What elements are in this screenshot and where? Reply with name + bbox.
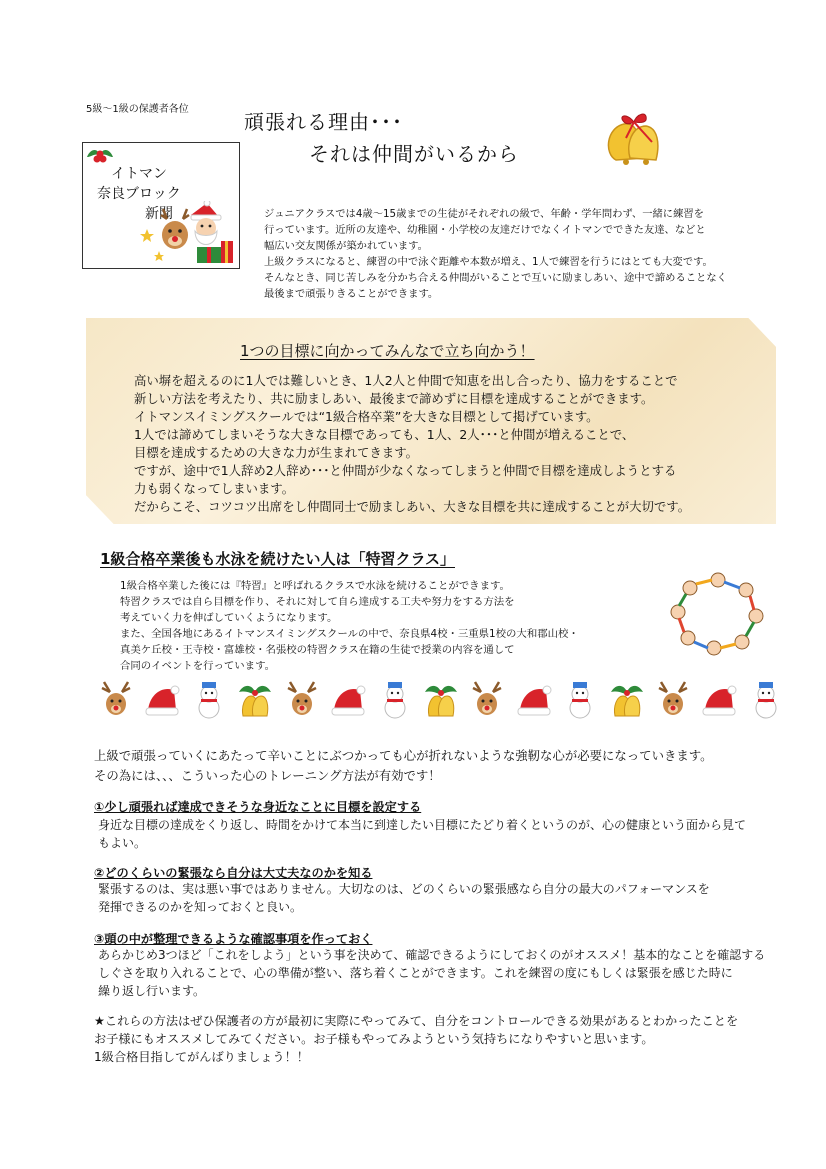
special-class-heading: 1級合格卒業後も水泳を続けたい人は「特習クラス」 bbox=[100, 550, 455, 568]
tip-2-heading: ②どのくらいの緊張なら自分は大丈夫なのかを知る bbox=[94, 866, 373, 880]
main-intro-line: その為には、、、こういった心のトレーニング方法が有効です！ bbox=[94, 768, 441, 783]
intro-line: 最後まで頑張りきることができます。 bbox=[264, 288, 439, 300]
headline-line-1: 頑張れる理由･･･ bbox=[244, 110, 403, 134]
goal-line: 新しい方法を考えたり、共に励ましあい、最後まで諦めずに目標を達成することができます。 bbox=[134, 391, 654, 406]
tip-line: 繰り返し行います。 bbox=[98, 984, 206, 998]
reindeer-icon bbox=[653, 680, 693, 720]
closing-line: ★これらの方法はぜひ保護者の方が最初に実際にやってみて、自分をコントロールできる効果があるとわかったことを bbox=[94, 1014, 739, 1028]
goal-line: 力も弱くなってしまいます。 bbox=[134, 481, 295, 496]
tip-line: もよい。 bbox=[98, 836, 147, 850]
reindeer-icon bbox=[467, 680, 507, 720]
special-line: 考えていく力を伸ばしていくようになります。 bbox=[120, 612, 338, 624]
intro-paragraph bbox=[264, 206, 784, 302]
tip-line: あらかじめ3つほど「これをしよう」という事を決めて、確認できるようにしておくのがオススメ！基本的なことを確認する bbox=[98, 948, 766, 962]
goal-line: イトマンスイミングスクールでは“1級合格卒業”を大きな目標として掲げています。 bbox=[134, 409, 599, 424]
children-ring-illustration bbox=[668, 572, 768, 656]
tip-2-body bbox=[98, 880, 710, 916]
snowman-icon bbox=[746, 680, 786, 720]
tip-line: 発揮できるのかを知っておくと良い。 bbox=[98, 900, 303, 914]
logo-line-3: 新聞 bbox=[145, 206, 173, 222]
special-line: 特習クラスでは自ら目標を作り、それに対して自ら達成する工夫や努力をする方法を bbox=[120, 596, 515, 608]
special-line: また、全国各地にあるイトマンスイミングスクールの中で、奈良県4校・三重県1校の大和郡山校・ bbox=[120, 628, 579, 640]
special-line: 合同のイベントを行っています。 bbox=[120, 660, 276, 672]
santa-reindeer-illustration bbox=[139, 201, 235, 267]
reindeer-icon bbox=[96, 680, 136, 720]
closing-paragraph bbox=[94, 1012, 738, 1066]
santa-hat-icon bbox=[142, 680, 182, 720]
tip-1-body bbox=[98, 816, 746, 852]
newsletter-logo bbox=[82, 142, 240, 269]
mental-training-intro bbox=[94, 746, 713, 786]
special-class-body bbox=[120, 578, 600, 674]
tip-1-heading: ①少し頑張れば達成できそうな身近なことに目標を設定する bbox=[94, 800, 422, 814]
goal-line: ですが、途中で1人辞め2人辞め･･･と仲間が少なくなってしまうと仲間で目標を達成しようとする bbox=[134, 463, 677, 478]
closing-line: 1級合格目指してがんばりましょう！！ bbox=[94, 1050, 309, 1064]
tip-line: 緊張するのは、実は悪い事ではありません。大切なのは、どのくらいの緊張感なら自分の最大のパフォーマンスを bbox=[98, 882, 710, 896]
goal-line: だからこそ、コツコツ出席をし仲間同士で励ましあい、大きな目標を共に達成することが大切です。 bbox=[134, 499, 691, 514]
logo-line-1: イトマン bbox=[111, 166, 167, 182]
reindeer-icon bbox=[282, 680, 322, 720]
logo-line-2: 奈良ブロック bbox=[97, 186, 181, 202]
tip-line: しぐさを取り入れることで、心の準備が整い、落ち着くことができます。これを練習の度にもしくは緊張を感じた時に bbox=[98, 966, 733, 980]
closing-line: お子様にもオススメしてみてください。お子様もやってみようという気持ちになりやすいと思います。 bbox=[94, 1032, 654, 1046]
goal-line: 1人では諦めてしまいそうな大きな目標であっても、1人、2人･･･と仲間が増えることで、 bbox=[134, 427, 635, 442]
bells-icon bbox=[607, 680, 647, 720]
headline-line-2: それは仲間がいるから bbox=[309, 142, 519, 166]
special-line: 1級合格卒業した後には『特習』と呼ばれるクラスで水泳を続けることができます。 bbox=[120, 580, 510, 592]
santa-hat-icon bbox=[699, 680, 739, 720]
tip-3-heading: ③頭の中が整理できるような確認事項を作っておく bbox=[94, 932, 373, 946]
intro-line: ジュニアクラスでは4歳～15歳までの生徒がそれぞれの級で、年齢・学年問わず、一緒に練習を bbox=[264, 208, 704, 220]
intro-line: そんなとき、同じ苦しみを分かち合える仲間がいることで互いに励ましあい、途中で諦めることなく bbox=[264, 272, 727, 284]
intro-line: 上級クラスになると、練習の中で泳ぐ距離や本数が増え、1人で練習を行うにはとても大変です。 bbox=[264, 256, 713, 268]
bells-icon bbox=[421, 680, 461, 720]
goal-line: 目標を達成するための大きな力が生まれてきます。 bbox=[134, 445, 418, 460]
snowman-icon bbox=[189, 680, 229, 720]
tip-3-body bbox=[98, 946, 765, 1000]
audience-label: 5級～1級の保護者各位 bbox=[86, 104, 189, 115]
snowman-icon bbox=[375, 680, 415, 720]
goal-body bbox=[134, 372, 754, 516]
christmas-decoration-row bbox=[96, 678, 786, 722]
tip-line: 身近な目標の達成をくり返し、時間をかけて本当に到達したい目標にたどり着くというのが、心の健康という面から見て bbox=[98, 818, 747, 832]
santa-hat-icon bbox=[328, 680, 368, 720]
intro-line: 行っています。近所の友達や、幼稚園・小学校の友達だけでなくイトマンでできた友達、などと bbox=[264, 224, 706, 236]
santa-hat-icon bbox=[514, 680, 554, 720]
bells-icon bbox=[235, 680, 275, 720]
snowman-icon bbox=[560, 680, 600, 720]
goal-line: 高い塀を超えるのに1人では難しいとき、1人2人と仲間で知恵を出し合ったり、協力をすることで bbox=[134, 373, 678, 388]
christmas-bell-icon bbox=[596, 108, 666, 172]
special-line: 真美ケ丘校・王寺校・富雄校・名張校の特習クラス在籍の生徒で授業の内容を通して bbox=[120, 644, 515, 656]
main-intro-line: 上級で頑張っていくにあたって辛いことにぶつかっても心が折れないような強靭な心が必要になっていきます。 bbox=[94, 748, 713, 763]
goal-heading: 1つの目標に向かってみんなで立ち向かう！ bbox=[240, 342, 535, 360]
intro-line: 幅広い交友関係が築かれています。 bbox=[264, 240, 428, 252]
